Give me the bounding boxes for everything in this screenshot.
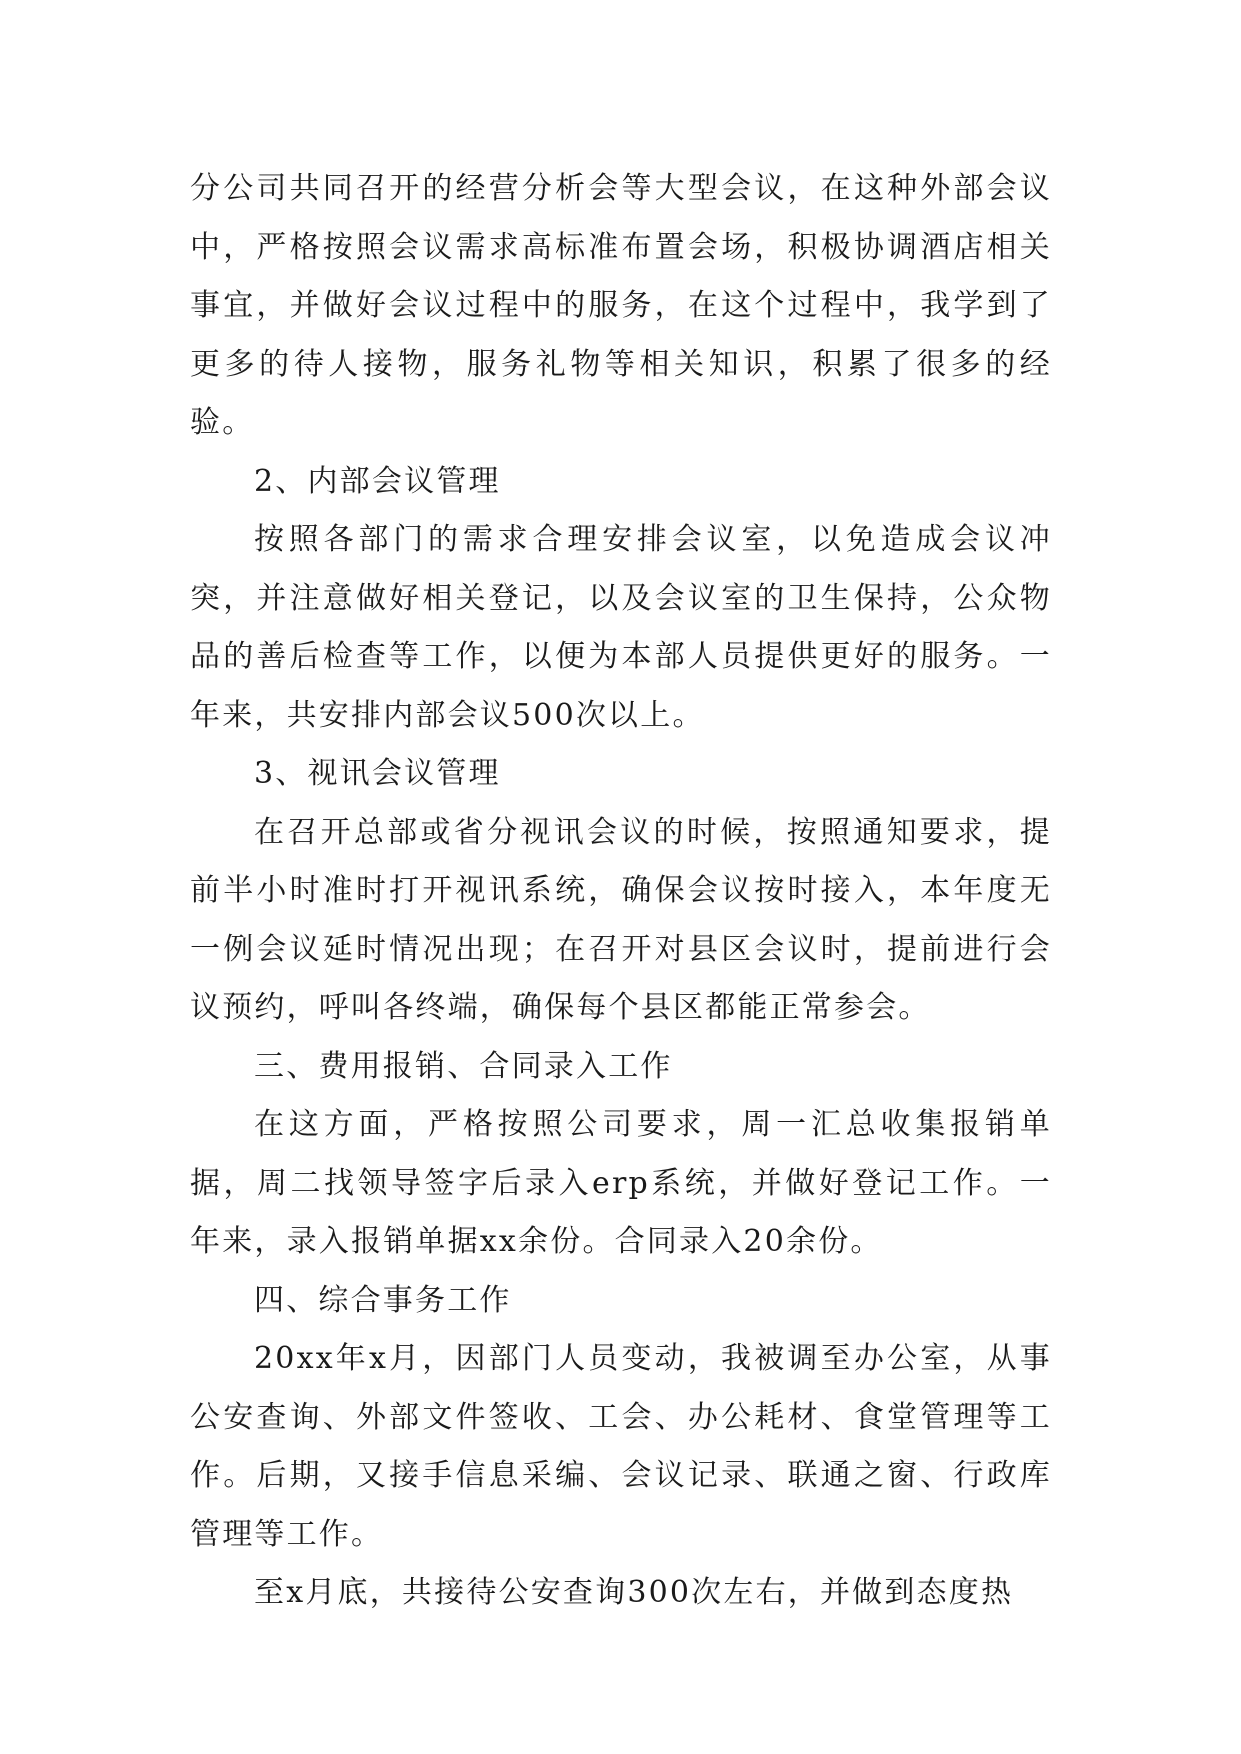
heading-expense-contract-work: 三、费用报销、合同录入工作 xyxy=(254,1048,673,1084)
heading-internal-meeting-management: 2、内部会议管理 xyxy=(254,463,501,499)
document-body xyxy=(190,160,1052,1623)
paragraph-external-meetings: 分公司共同召开的经营分析会等大型会议，在这种外部会议中，严格按照会议需求高标准布置会场，积极协调酒店相关事宜，并做好会议过程中的服务，在这个过程中，我学到了更多的待人接物，服务礼物等相关知识，积累了很多的经验。 xyxy=(190,171,1052,440)
paragraph-police-inquiries: 至x月底，共接待公安查询300次左右，并做到态度热 xyxy=(254,1575,1014,1610)
heading-general-affairs: 四、综合事务工作 xyxy=(254,1282,512,1318)
paragraph-expense-contract: 在这方面，严格按照公司要求，周一汇总收集报销单据，周二找领导签字后录入erp系统，并做好登记工作。一年来，录入报销单据xx余份。合同录入20余份。 xyxy=(190,1107,1052,1259)
paragraph-video-meetings: 在召开总部或省分视讯会议的时候，按照通知要求，提前半小时准时打开视讯系统，确保会议按时接入，本年度无一例会议延时情况出现；在召开对县区会议时，提前进行会议预约，呼叫各终端，确保每个县区都能正常参会。 xyxy=(190,814,1052,1025)
paragraph-internal-meetings: 按照各部门的需求合理安排会议室，以免造成会议冲突，并注意做好相关登记，以及会议室的卫生保持，公众物品的善后检查等工作，以便为本部人员提供更好的服务。一年来，共安排内部会议500次以上。 xyxy=(190,522,1052,733)
paragraph-general-affairs: 20xx年x月，因部门人员变动，我被调至办公室，从事公安查询、外部文件签收、工会、办公耗材、食堂管理等工作。后期，又接手信息采编、会议记录、联通之窗、行政库管理等工作。 xyxy=(190,1341,1052,1552)
heading-video-meeting-management: 3、视讯会议管理 xyxy=(254,756,501,791)
